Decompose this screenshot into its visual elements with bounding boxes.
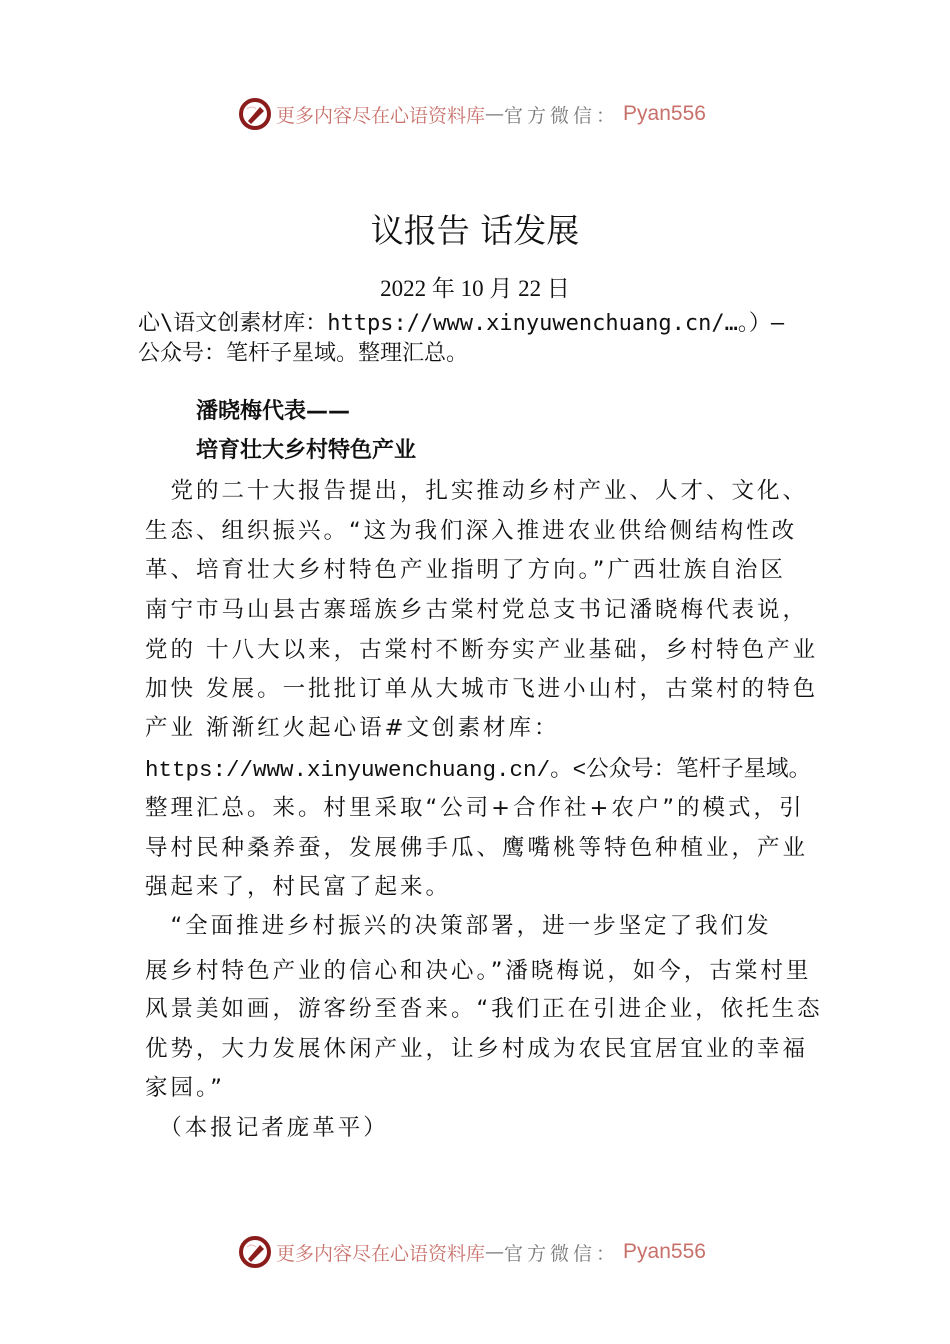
document-date: 2022 年 10 月 22 日 <box>380 276 570 301</box>
banner-separator: — <box>485 103 505 125</box>
banner-separator: — <box>485 1241 505 1263</box>
banner-site-text: 更多内容尽在心语资料库 <box>276 1242 486 1265</box>
section-subheading: 培育壮大乡村特色产业 <box>196 438 417 463</box>
pen-nib-logo-icon <box>238 1235 272 1269</box>
body-line: 风景美如画，游客纷至沓来。“我们正在引进企业，依托生态 <box>145 996 823 1022</box>
body-line: 优势，大力发展休闲产业，让乡村成为农民宜居宜业的幸福 <box>145 1036 809 1062</box>
body-line: https://www.xinyuwenchuang.cn/。<公众号：笔杆子星域。 <box>145 757 812 783</box>
section-heading: 潘晓梅代表—— <box>196 399 351 424</box>
body-line: 生态、组织振兴。“这为我们深入推进农业供给侧结构性改 <box>145 518 798 544</box>
body-line: 展乡村特色产业的信心和决心。”潘晓梅说，如今，古棠村里 <box>145 958 812 984</box>
header-banner <box>238 96 738 132</box>
body-line: 南宁市马山县古寨瑶族乡古棠村党总支书记潘晓梅代表说， <box>145 597 809 623</box>
body-line: 产业 渐渐红火起心语#文创素材库： <box>145 715 560 741</box>
banner-site-text: 更多内容尽在心语资料库 <box>276 104 486 127</box>
banner-wechat-label: 官方微信： <box>504 1242 620 1265</box>
body-line: 党的 十八大以来，古棠村不断夯实产业基础，乡村特色产业 <box>145 637 819 663</box>
source-line: 心\语文创素材库：https://www.xinyuwenchuang.cn/…。）— <box>138 311 785 336</box>
banner-wechat-label: 官方微信： <box>504 104 620 127</box>
pen-nib-logo-icon <box>238 97 272 131</box>
footer-banner <box>238 1234 738 1270</box>
body-line: 家园。” <box>145 1075 225 1101</box>
document-title: 议报告 话发展 <box>370 211 580 250</box>
body-line: 党的二十大报告提出，扎实推动乡村产业、人才、文化、 <box>145 478 809 504</box>
body-line: “全面推进乡村振兴的决策部署，进一步坚定了我们发 <box>145 913 772 939</box>
body-line: 革、培育壮大乡村特色产业指明了方向。”广西壮族自治区 <box>145 557 786 583</box>
body-line: 导村民种桑养蚕，发展佛手瓜、鹰嘴桃等特色种植业，产业 <box>145 835 809 861</box>
body-line: 强起来了，村民富了起来。 <box>145 874 452 900</box>
banner-wechat-id: Pyan556 <box>623 1240 706 1263</box>
reporter-credit: （本报记者庞革平） <box>145 1115 389 1141</box>
banner-wechat-id: Pyan556 <box>623 102 706 125</box>
body-line: 整理汇总。来。村里采取“公司+合作社+农户”的模式，引 <box>145 795 805 821</box>
source-line: 公众号：笔杆子星域。整理汇总。 <box>138 341 469 366</box>
body-line: 加快 发展。一批批订单从大城市飞进小山村，古棠村的特色 <box>145 676 819 702</box>
